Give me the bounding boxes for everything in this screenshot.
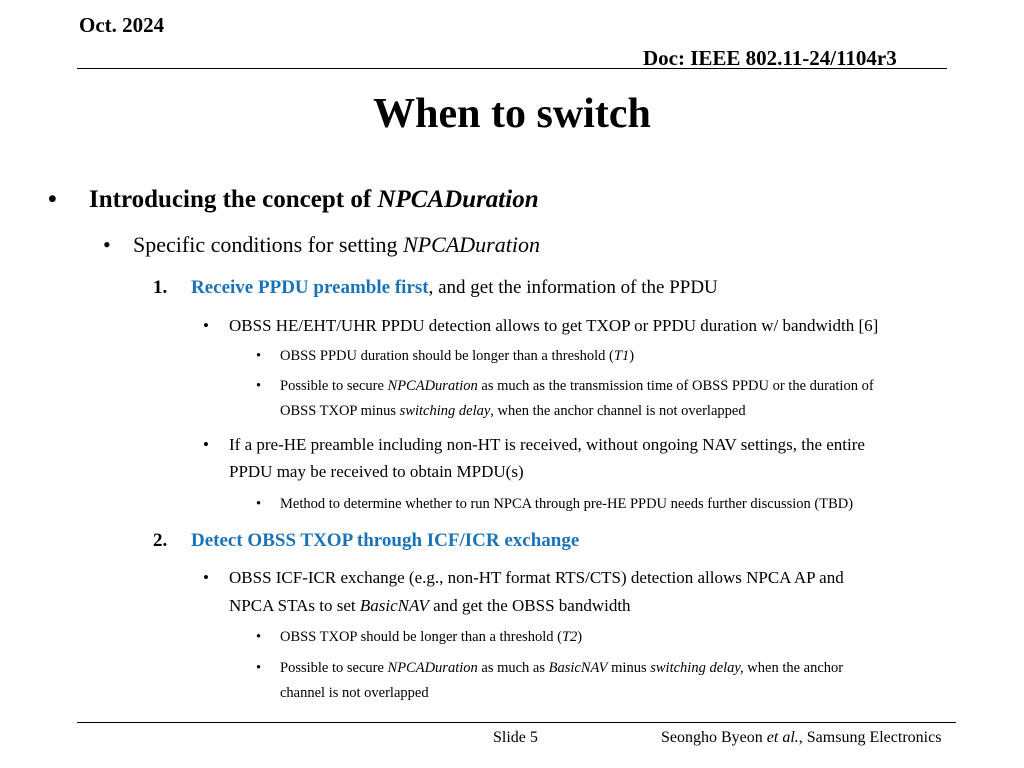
bullet-glyph: •	[203, 435, 209, 454]
numbered-item-1-number: 1.	[153, 277, 168, 298]
term-npcaduration: NPCADuration	[403, 232, 540, 257]
bullet-pre-he-line2: PPDU may be received to obtain MPDU(s)	[229, 462, 524, 481]
bullet-secure-basicnav-line2: channel is not overlapped	[280, 685, 429, 701]
header-date: Oct. 2024	[79, 13, 165, 37]
bullet-glyph: •	[256, 378, 262, 394]
bullet-secure-basicnav-line1	[280, 660, 843, 677]
footer-author	[661, 729, 941, 747]
bullet-text: Introducing the concept of	[89, 186, 378, 213]
bullet-text: , when the anchor channel is not overlapped	[490, 403, 746, 419]
bullet-text: Specific conditions for setting	[133, 232, 404, 257]
bullet-text: OBSS TXOP should be longer than a threshold (	[280, 629, 562, 645]
term-npcaduration: NPCADuration	[377, 186, 539, 213]
header-doc-id: Doc: IEEE 802.11-24/1104r3	[643, 46, 897, 70]
item-text: , and get the information of the PPDU	[428, 277, 718, 298]
numbered-item-2	[191, 530, 579, 552]
bullet-secure-duration-line2	[280, 403, 746, 420]
term-switching-delay: switching delay	[399, 403, 491, 419]
term-basicnav: BasicNAV	[548, 660, 608, 676]
slide-title: When to switch	[373, 91, 651, 137]
bullet-glyph: •	[103, 232, 111, 257]
bullet-icf-icr-line1: OBSS ICF-ICR exchange (e.g., non-HT format RTS/CTS) detection allows NPCA AP and	[229, 568, 844, 587]
highlight-text: Receive PPDU preamble first	[191, 277, 429, 298]
bullet-npcaduration-concept	[89, 186, 539, 214]
term-t1: T1	[613, 348, 630, 364]
bullet-text: Possible to secure	[280, 378, 388, 394]
bullet-specific-conditions	[133, 232, 540, 258]
bullet-text: NPCA STAs to set	[229, 596, 360, 615]
bullet-ppdu-threshold	[280, 348, 634, 365]
bullet-text: as much as	[477, 660, 549, 676]
numbered-item-2-number: 2.	[153, 530, 168, 551]
term-npcaduration: NPCADuration	[387, 660, 478, 676]
term-npcaduration: NPCADuration	[387, 378, 478, 394]
bullet-text: Possible to secure	[280, 660, 388, 676]
author-etal: et al.	[766, 729, 799, 746]
author-name: Seongho Byeon	[661, 729, 767, 746]
bullet-glyph: •	[256, 348, 262, 364]
term-basicnav: BasicNAV	[359, 596, 429, 615]
bullet-obss-he-detection: OBSS HE/EHT/UHR PPDU detection allows to get TXOP or PPDU duration w/ bandwidth [6]	[229, 316, 879, 335]
highlight-text: Detect OBSS TXOP through ICF/ICR exchange	[191, 530, 580, 551]
bullet-glyph: •	[203, 568, 209, 587]
bullet-text: OBSS PPDU duration should be longer than a threshold (	[280, 348, 614, 364]
bullet-txop-threshold	[280, 629, 582, 646]
bullet-text: and get the OBSS bandwidth	[428, 596, 631, 615]
header-divider	[77, 68, 947, 69]
author-affiliation: , Samsung Electronics	[798, 729, 942, 746]
bullet-method-tbd: Method to determine whether to run NPCA through pre-HE PPDU needs further discussion (TBD)	[280, 496, 854, 512]
bullet-glyph: •	[256, 660, 262, 676]
bullet-text: minus	[607, 660, 651, 676]
bullet-text: )	[577, 629, 583, 645]
bullet-text: )	[629, 348, 635, 364]
bullet-text: as much as the transmission time of OBSS PPDU or the duration of	[477, 378, 874, 394]
bullet-glyph: •	[203, 316, 209, 335]
slide-number: Slide 5	[493, 729, 538, 746]
bullet-glyph: •	[48, 186, 57, 213]
bullet-glyph: •	[256, 629, 262, 645]
bullet-pre-he-line1: If a pre-HE preamble including non-HT is received, without ongoing NAV settings, the entire	[229, 435, 865, 454]
numbered-item-1	[191, 277, 718, 299]
bullet-text: when the anchor	[743, 660, 844, 676]
term-t2: T2	[561, 629, 578, 645]
bullet-glyph: •	[256, 496, 262, 512]
bullet-text: OBSS TXOP minus	[280, 403, 400, 419]
bullet-icf-icr-line2	[229, 596, 631, 616]
term-switching-delay: switching delay,	[650, 660, 744, 676]
bullet-secure-duration-line1	[280, 378, 874, 395]
footer-divider	[77, 722, 956, 723]
